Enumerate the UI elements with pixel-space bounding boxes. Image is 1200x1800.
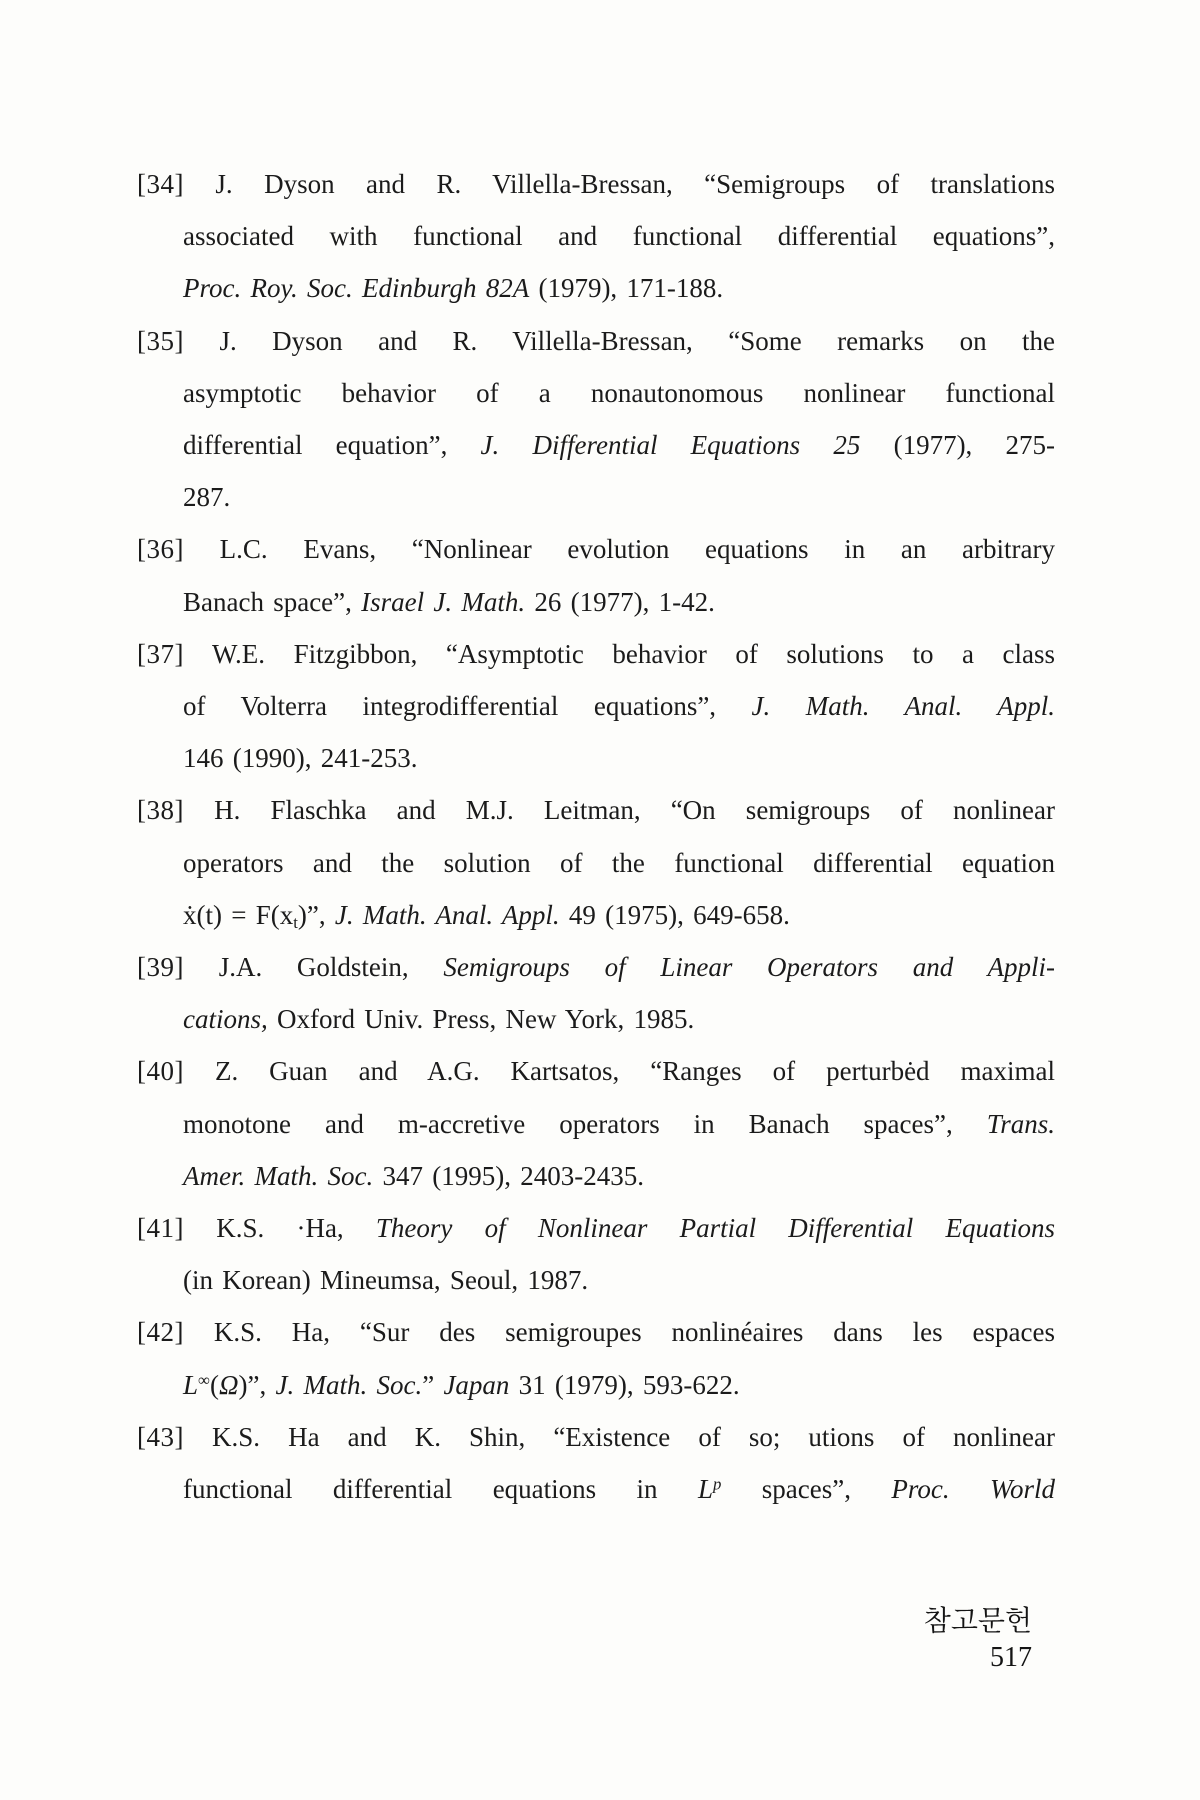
reference-text-segment: (1977), 275- (860, 430, 1055, 461)
references-list (137, 158, 1055, 1515)
reference-item (137, 1202, 1055, 1306)
reference-number: [36] (137, 534, 184, 565)
reference-item (137, 315, 1055, 524)
reference-text-segment: J. Math. Anal. Appl. (751, 691, 1055, 722)
reference-text-segment: )”, (238, 1369, 276, 1400)
reference-text-segment: associated with functional and functional differential equations”, (183, 221, 1055, 252)
reference-text-segment: spaces”, (721, 1474, 892, 1505)
reference-text-segment: ( (209, 1369, 219, 1400)
reference-line (183, 210, 1055, 262)
reference-text-segment: Banach space”, (183, 586, 362, 617)
reference-line (137, 1202, 1055, 1254)
reference-text-segment: H. Flaschka and M.J. Leitman, “On semigroups of nonlinear (214, 795, 1056, 826)
reference-line (137, 941, 1055, 993)
reference-item (137, 1411, 1055, 1515)
reference-item (137, 1045, 1055, 1202)
reference-number: [34] (137, 169, 184, 199)
reference-text-segment: K.S. ·Ha, (216, 1213, 376, 1244)
reference-line (137, 1045, 1055, 1097)
reference-line (183, 576, 1055, 628)
reference-text-segment: ” (422, 1369, 444, 1400)
reference-number: [35] (137, 325, 184, 356)
reference-line (183, 889, 1055, 941)
reference-text-segment: K.S. Ha, “Sur des semigroupes nonlinéaires dans les espaces (213, 1317, 1055, 1348)
reference-text-segment: 31 (1979), 593-622. (509, 1369, 740, 1400)
reference-item (137, 941, 1055, 1045)
reference-number: [41] (137, 1213, 184, 1244)
reference-text-segment: 347 (1995), 2403-2435. (373, 1160, 644, 1191)
reference-line (183, 680, 1055, 732)
reference-text-segment: J.A. Goldstein, (218, 952, 444, 983)
reference-text-segment: (in Korean) Mineumsa, Seoul, 1987. (183, 1265, 589, 1296)
reference-text-segment: (1979), 171-188. (529, 273, 724, 304)
reference-number: [40] (137, 1056, 184, 1087)
reference-line (183, 471, 1055, 523)
reference-text-segment: Israel J. Math. (361, 586, 526, 617)
reference-text-segment: 146 (1990), 241-253. (183, 743, 418, 774)
reference-text-segment: L.C. Evans, “Nonlinear evolution equations in an arbitrary (219, 534, 1056, 565)
reference-text-segment: J. Differential Equations 25 (480, 430, 861, 461)
reference-line (183, 367, 1055, 419)
reference-text-segment: L (697, 1474, 713, 1505)
reference-line (137, 784, 1055, 836)
reference-text-segment: functional differential equations in (183, 1474, 698, 1505)
reference-line (183, 837, 1055, 889)
reference-text-segment: monotone and m-accretive operators in Banach spaces”, (183, 1108, 987, 1139)
reference-item (137, 784, 1055, 941)
reference-text-segment: Theory of Nonlinear Partial Differential Equations (375, 1213, 1056, 1244)
reference-text-segment: Z. Guan and A.G. Kartsatos, “Ranges of perturbėd maximal (214, 1056, 1056, 1087)
reference-line (137, 628, 1055, 680)
reference-line (137, 1411, 1055, 1463)
reference-number: [42] (137, 1317, 184, 1348)
reference-line (183, 993, 1055, 1045)
reference-text-segment: W.E. Fitzgibbon, “Asymptotic behavior of solutions to a class (212, 638, 1056, 669)
reference-line (137, 523, 1055, 575)
page-footer: 참고문헌 517 (923, 1606, 1032, 1673)
reference-number: [39] (137, 952, 184, 983)
reference-text-segment: of Volterra integrodifferential equations”, (183, 691, 752, 722)
reference-line (183, 1359, 1055, 1411)
reference-line (183, 262, 1055, 314)
reference-line (183, 1254, 1055, 1306)
reference-text-segment: Proc. Roy. Soc. Edinburgh 82A (183, 273, 530, 304)
reference-line (183, 419, 1055, 471)
reference-text-segment: 49 (1975), 649-658. (559, 899, 790, 930)
reference-text-segment: Amer. Math. Soc. (183, 1160, 374, 1191)
reference-number: [38] (137, 795, 184, 826)
reference-item (137, 1306, 1055, 1410)
reference-item (137, 628, 1055, 785)
reference-text-segment: ẋ(t) = F(x (183, 899, 294, 930)
reference-text-segment: J. Dyson and R. Villella-Bressan, “Some remarks on the (219, 325, 1056, 356)
reference-line (137, 158, 1055, 210)
reference-text-segment: Semigroups of Linear Operators and Appli- (443, 952, 1055, 983)
reference-text-segment: t (293, 913, 298, 933)
reference-number: [37] (137, 638, 184, 669)
reference-number: [43] (137, 1421, 184, 1452)
reference-text-segment: Japan (443, 1369, 510, 1400)
reference-text-segment: L (183, 1369, 199, 1400)
reference-line (183, 1150, 1055, 1202)
reference-text-segment: J. Math. Anal. Appl. (334, 899, 560, 930)
reference-text-segment: )”, (297, 899, 335, 930)
reference-line (137, 315, 1055, 367)
reference-text-segment: 287. (183, 482, 231, 513)
reference-text-segment: cations, (183, 1004, 268, 1035)
reference-text-segment: 26 (1977), 1-42. (525, 586, 715, 617)
reference-text-segment: Trans. (986, 1108, 1055, 1139)
reference-line (137, 1306, 1055, 1358)
reference-text-segment: asymptotic behavior of a nonautonomous nonlinear functional (183, 377, 1055, 408)
reference-line (183, 732, 1055, 784)
reference-text-segment: J. Dyson and R. Villella-Bressan, “Semigroups of translations (215, 169, 1055, 199)
reference-text-segment: J. Math. Soc. (275, 1369, 423, 1400)
reference-text-segment: K.S. Ha and K. Shin, “Existence of so; utions of nonlinear (212, 1421, 1055, 1452)
reference-text-segment: operators and the solution of the functional differential equation (183, 847, 1055, 878)
reference-text-segment: Ω (218, 1369, 239, 1400)
reference-item (137, 523, 1055, 627)
reference-text-segment: differential equation”, (183, 430, 481, 461)
reference-text-segment: Oxford Univ. Press, New York, 1985. (267, 1004, 695, 1035)
reference-text-segment: Proc. World (891, 1474, 1055, 1505)
reference-text-segment: p (712, 1474, 722, 1494)
reference-item (137, 158, 1055, 315)
reference-text-segment: ∞ (198, 1370, 210, 1390)
reference-line (183, 1463, 1055, 1515)
reference-line (183, 1098, 1055, 1150)
